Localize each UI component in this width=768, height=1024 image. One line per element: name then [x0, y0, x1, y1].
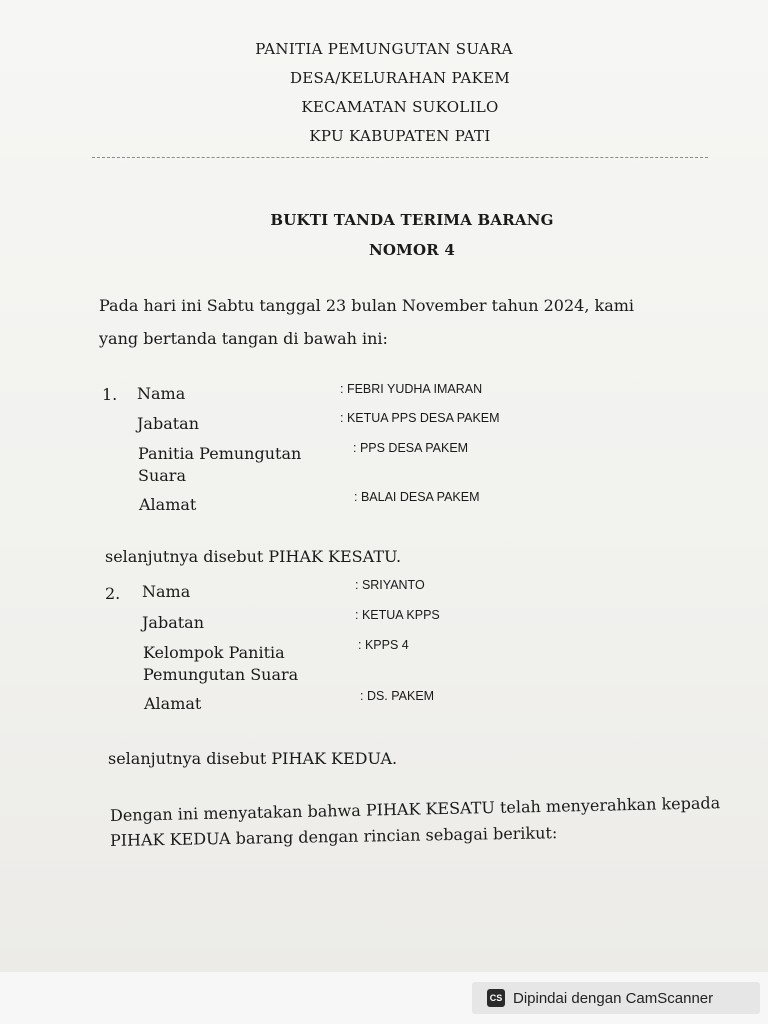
camscanner-icon: CS	[487, 989, 505, 1007]
closing-line-2: PIHAK KEDUA barang dengan rincian sebagai berikut:	[109, 823, 558, 850]
party1-name-label: Nama	[137, 384, 186, 403]
camscanner-label: Dipindai dengan CamScanner	[513, 989, 714, 1007]
party1-address-label: Alamat	[139, 495, 197, 514]
party2-name-value: : SRIYANTO	[355, 578, 425, 592]
party1-name-value: : FEBRI YUDHA IMARAN	[340, 382, 483, 396]
party1-position-label: Jabatan	[137, 414, 200, 433]
party1-designation: selanjutnya disebut PIHAK KESATU.	[105, 547, 402, 566]
header-district: KECAMATAN SUKOLILO	[301, 98, 499, 116]
closing-line-1: Dengan ini menyatakan bahwa PIHAK KESATU telah menyerahkan kepada	[109, 793, 721, 825]
intro-line-1: Pada hari ini Sabtu tanggal 23 bulan November tahun 2024, kami	[99, 296, 635, 315]
party2-committee-label: Kelompok Panitia Pemungutan Suara	[143, 643, 299, 684]
party1-position-value: : KETUA PPS DESA PAKEM	[340, 411, 500, 425]
party2-position-label: Jabatan	[142, 613, 205, 632]
document-title: BUKTI TANDA TERIMA BARANG	[270, 211, 554, 229]
party1-address-value: : BALAI DESA PAKEM	[354, 490, 480, 504]
party2-address-value: : DS. PAKEM	[360, 689, 435, 703]
party2-name-label: Nama	[142, 582, 191, 601]
header-regency: KPU KABUPATEN PATI	[309, 127, 491, 145]
party2-designation: selanjutnya disebut PIHAK KEDUA.	[108, 749, 398, 768]
camscanner-badge	[472, 982, 760, 1014]
header-divider	[92, 157, 708, 158]
party1-committee-label: Panitia Pemungutan Suara	[138, 444, 302, 485]
party2-position-value: : KETUA KPPS	[355, 608, 440, 622]
party1-number: 1.	[102, 385, 118, 404]
header-committee: PANITIA PEMUNGUTAN SUARA	[255, 40, 513, 58]
header-village: DESA/KELURAHAN PAKEM	[289, 69, 511, 87]
party2-number: 2.	[105, 584, 121, 603]
party2-committee-value: : KPPS 4	[358, 638, 409, 652]
party2-address-label: Alamat	[144, 694, 202, 713]
intro-line-2: yang bertanda tangan di bawah ini:	[99, 329, 388, 348]
party1-committee-value: : PPS DESA PAKEM	[353, 441, 469, 455]
document-number: NOMOR 4	[369, 241, 455, 259]
